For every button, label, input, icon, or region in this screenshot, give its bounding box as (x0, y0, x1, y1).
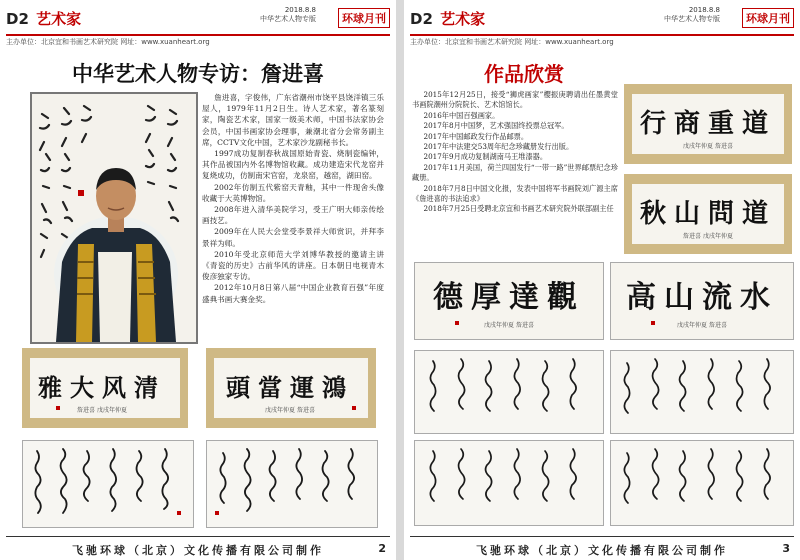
date-edition (260, 6, 316, 24)
page-title: 中华艺术人物专访：詹进喜 (72, 61, 324, 86)
footer-rule (410, 536, 794, 537)
event-item: 2017年中国邮政发行作品邮票。 (423, 131, 529, 141)
event-item: 2017年8月中国梦，艺术强国终投票总冠军。 (423, 121, 569, 131)
calligraphy-banner (624, 174, 792, 254)
bio-paragraph: 1997成功复制春秋战国原始青瓷、烧制瓷编钟，其作品被国内外名博物馆收藏。成功建造宋代龙窑并复烧成功，仿制南宋官窑，龙泉窑，越窑，湖田窑。 (202, 149, 384, 181)
monthly-badge: 环球月刊 (742, 8, 794, 28)
event-item: 2018年7月8日中国文化报，发表中国将军书画院刘广源主席《詹进喜的书法追求》 (412, 183, 618, 204)
footer-rule (6, 536, 390, 537)
page-number: 2 (378, 542, 386, 555)
event-item: 2016年中国百强画家。 (423, 110, 500, 120)
event-list (412, 90, 618, 215)
calligraphy-banner (414, 262, 604, 340)
cursive-scroll (414, 350, 604, 434)
calligraphy-banner (624, 84, 792, 164)
event-item: 2017年11月美国，荷兰四国发行“一带一路”世界邮票纪念珍藏册。 (412, 162, 618, 183)
cursive-scroll (414, 440, 604, 526)
banner-inscription: 詹进喜 戊戌年仲夏 (683, 233, 733, 240)
banner-inscription: 戊戌年仲夏 詹进喜 (265, 407, 315, 414)
issue-name: 艺术家 (440, 10, 486, 28)
issue-number: D2 (6, 10, 29, 28)
bio-paragraph: 2010年受北京师范大学刘博华教授的邀请主讲《青瓷的历史》古前华风的讲座。日本朝日电视青木俊彦独家专访。 (202, 249, 384, 282)
host-line: 主办单位：北京宜和书画艺术研究院 网址：www.xuanheart.org (6, 38, 210, 46)
monthly-badge: 环球月刊 (338, 8, 390, 28)
right-page (404, 0, 800, 560)
issue-date: 2018.8.8 (284, 6, 316, 14)
left-page (0, 0, 396, 560)
banner-inscription: 戊戌年仲夏 詹进喜 (484, 322, 534, 329)
banner-text: 秋山問道 (639, 199, 777, 229)
calligraphy-banner (22, 348, 188, 428)
banner-inscription: 詹进喜 戊戌年仲夏 (77, 407, 127, 414)
page-number: 3 (782, 542, 790, 555)
edition-label: 中华艺术人物专版 (260, 15, 316, 23)
issue-date: 2018.8.8 (688, 6, 720, 14)
event-item: 2017年9月成功复制湖南马王堆漆器。 (423, 152, 548, 162)
banner-inscription: 戊戌年仲夏 詹进喜 (677, 322, 727, 329)
cursive-scroll (22, 440, 194, 528)
footer-publisher: 飞驰环球（北京）文化传播有限公司制作 (72, 544, 324, 557)
bio-paragraph: 2012年10月8日第八届“中国企业教育百强”年度盛典书画大赛金奖。 (202, 283, 384, 304)
event-item: 2015年12月25日，接受“狮虎画家”樱振庚聘请出任墨黄堂书画院潮州分院院长、艺术馆馆长。 (412, 90, 618, 110)
artist-bio (202, 92, 384, 305)
cursive-scroll (610, 440, 794, 526)
bio-paragraph: 2009年在人民大会堂受李景祥大师赏识，并拜李景祥为师。 (202, 227, 384, 248)
banner-text: 高山流水 (626, 280, 778, 315)
bio-paragraph: 詹进喜，字俊伟，广东省潮州市饶平县饶洋镇三乐屋人，1979年11月2日生。诗人艺术家，著名篆刻家，陶瓷艺术家，国家一级美术师，中国书法家协会会员，中国书画家协会理事，兼潮北省分会常务副主席，CCTV文化中国，艺术家沙龙副秘书长。 (202, 93, 384, 147)
event-item: 2017年中法建交53周年纪念珍藏册发行出版。 (423, 142, 574, 152)
page-title: 作品欣赏 (484, 62, 564, 86)
issue-label (410, 8, 485, 29)
footer-publisher: 飞驰环球（北京）文化传播有限公司制作 (476, 544, 728, 557)
portrait-image (32, 94, 196, 342)
event-item: 2018年7月25日受聘北京宜和书画艺术研究院外联部副主任 (423, 204, 614, 214)
date-edition (664, 6, 720, 24)
page-footer (404, 532, 800, 560)
issue-label (6, 8, 81, 29)
cursive-scroll (610, 350, 794, 434)
cursive-scroll (206, 440, 378, 528)
banner-text: 雅大风清 (38, 373, 166, 402)
issue-name: 艺术家 (36, 10, 82, 28)
bio-paragraph: 2008年进入清华美院学习，受王广明大师亲传绘画技艺。 (202, 205, 384, 226)
page-header (410, 6, 794, 36)
issue-number: D2 (410, 10, 433, 28)
page-header (6, 6, 390, 36)
edition-label: 中华艺术人物专版 (664, 15, 720, 23)
banner-text: 頭當運鴻 (226, 373, 354, 402)
calligraphy-banner (206, 348, 376, 428)
page-footer (0, 532, 396, 560)
artist-portrait (30, 92, 198, 344)
host-line: 主办单位：北京宜和书画艺术研究院 网址：www.xuanheart.org (410, 38, 614, 46)
bio-paragraph: 2002年仿制五代紫窑天青釉，其中一件现舍头像收藏于大英博物馆。 (202, 182, 384, 203)
banner-inscription: 戊戌年仲夏 詹进喜 (683, 143, 733, 150)
calligraphy-banner (610, 262, 794, 340)
banner-text: 行商重道 (639, 109, 777, 139)
banner-text: 德厚達觀 (433, 280, 585, 315)
